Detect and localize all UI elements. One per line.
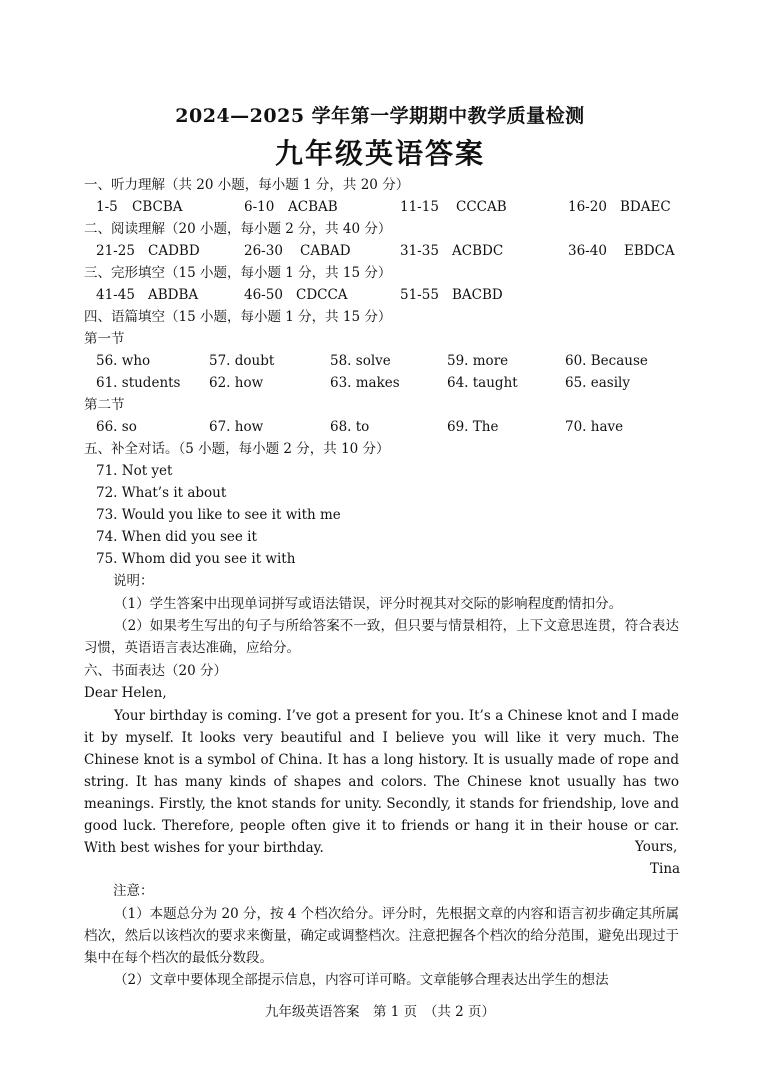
answer-key: ACBDC (452, 243, 504, 259)
answer-range: 1-5 (96, 199, 118, 215)
answer-key: ACBAB (288, 199, 338, 215)
section-1-heading: 一、听力理解（共 20 小题，每小题 1 分，共 20 分） (84, 177, 410, 193)
blank-answer: 60. Because (565, 353, 648, 369)
scoring-note-1 (84, 903, 679, 969)
answer-key: CCCAB (456, 199, 507, 215)
blank-answer: 69. The (447, 419, 499, 435)
dialogue-answer: 72. What’s it about (96, 485, 227, 501)
letter-body (84, 705, 679, 859)
page-footer: 九年级英语答案 第 1 页 （共 2 页） (264, 1004, 496, 1020)
answer-key: EBDCA (624, 243, 675, 259)
blank-answer: 70. have (565, 419, 624, 435)
answer-key: CADBD (148, 243, 200, 259)
blank-answer: 59. more (447, 353, 509, 369)
blank-answer: 67. how (209, 419, 264, 435)
answer-range: 16-20 (568, 199, 607, 215)
letter-body-text: Your birthday is coming. I’ve got a present for you. It’s a Chinese knot and I made it by myself. It looks very beautiful and I believe you will like it very much. The Chinese knot is a symbol of China. It has a long history. It is usually made of rope and string. It has many kinds of shapes and colors. The Chinese knot usually has two meanings. Firstly, the knot stands for unity. Secondly, it stands for friendship, love and good luck. Therefore, people often give it to friends or hang it in their house or car. With best wishes for your birthday. (84, 708, 679, 856)
dialogue-answer: 71. Not yet (96, 463, 173, 479)
note-1 (84, 593, 679, 615)
blank-answer: 65. easily (565, 375, 630, 391)
answer-title: 九年级英语答案 (274, 137, 485, 170)
dialogue-answer: 74. When did you see it (96, 529, 257, 545)
note-title: 说明： (113, 573, 154, 589)
note-2 (84, 615, 679, 659)
letter-greeting: Dear Helen, (84, 685, 167, 701)
answer-range: 11-15 (400, 199, 439, 215)
dialogue-answer: 73. Would you like to see it with me (96, 507, 341, 523)
section-2-heading: 二、阅读理解（20 小题，每小题 2 分，共 40 分） (84, 221, 392, 237)
dialogue-answer: 75. Whom did you see it with (96, 551, 296, 567)
answer-range: 6-10 (244, 199, 275, 215)
answer-range: 26-30 (244, 243, 283, 259)
blank-answer: 62. how (209, 375, 264, 391)
answer-key: CBCBA (132, 199, 183, 215)
answer-range: 46-50 (244, 287, 283, 303)
answer-key: CDCCA (296, 287, 348, 303)
answer-range: 21-25 (96, 243, 135, 259)
part-1-label: 第一节 (84, 331, 125, 347)
blank-answer: 66. so (96, 419, 137, 435)
answer-key: BACBD (452, 287, 503, 303)
note-1-text: （1）学生答案中出现单词拼写或语法错误，评分时视其对交际的影响程度酌情扣分。 (114, 596, 623, 612)
section-4-heading: 四、语篇填空（15 小题，每小题 1 分，共 15 分） (84, 309, 392, 325)
blank-answer: 63. makes (330, 375, 400, 391)
answer-range: 51-55 (400, 287, 439, 303)
scoring-note-2 (84, 969, 679, 991)
note-2-text: （2）如果考生写出的句子与所给答案不一致，但只要与情景相符，上下文意思连贯，符合表达习惯，英语语言表达准确，应给分。 (84, 618, 679, 656)
answer-key: BDAEC (620, 199, 671, 215)
section-3-heading: 三、完形填空（15 小题，每小题 1 分，共 15 分） (84, 265, 392, 281)
blank-answer: 64. taught (447, 375, 518, 391)
scoring-note-title: 注意： (113, 883, 154, 899)
answer-key: CABAD (300, 243, 351, 259)
answer-range: 41-45 (96, 287, 135, 303)
answer-key: ABDBA (148, 287, 199, 303)
letter-closing: Yours, (635, 839, 678, 855)
part-2-label: 第二节 (84, 397, 125, 413)
letter-signature: Tina (650, 861, 681, 877)
section-6-heading: 六、书面表达（20 分） (84, 663, 227, 679)
blank-answer: 56. who (96, 353, 151, 369)
section-5-heading: 五、补全对话。（5 小题，每小题 2 分，共 10 分） (84, 441, 390, 457)
scoring-note-2-text: （2）文章中要体现全部提示信息，内容可详可略。文章能够合理表达出学生的想法 (114, 972, 609, 988)
blank-answer: 61. students (96, 375, 181, 391)
answer-range: 31-35 (400, 243, 439, 259)
blank-answer: 58. solve (330, 353, 391, 369)
blank-answer: 68. to (330, 419, 370, 435)
blank-answer: 57. doubt (209, 353, 275, 369)
exam-title: 2024—2025 学年第一学期期中教学质量检测 (175, 105, 585, 127)
scoring-note-1-text: （1）本题总分为 20 分，按 4 个档次给分。评分时，先根据文章的内容和语言初步确定其所属档次，然后以该档次的要求来衡量，确定或调整档次。注意把握各个档次的给分范围，避免出现过于集中在每个档次的最低分数段。 (84, 906, 679, 966)
answer-range: 36-40 (568, 243, 607, 259)
